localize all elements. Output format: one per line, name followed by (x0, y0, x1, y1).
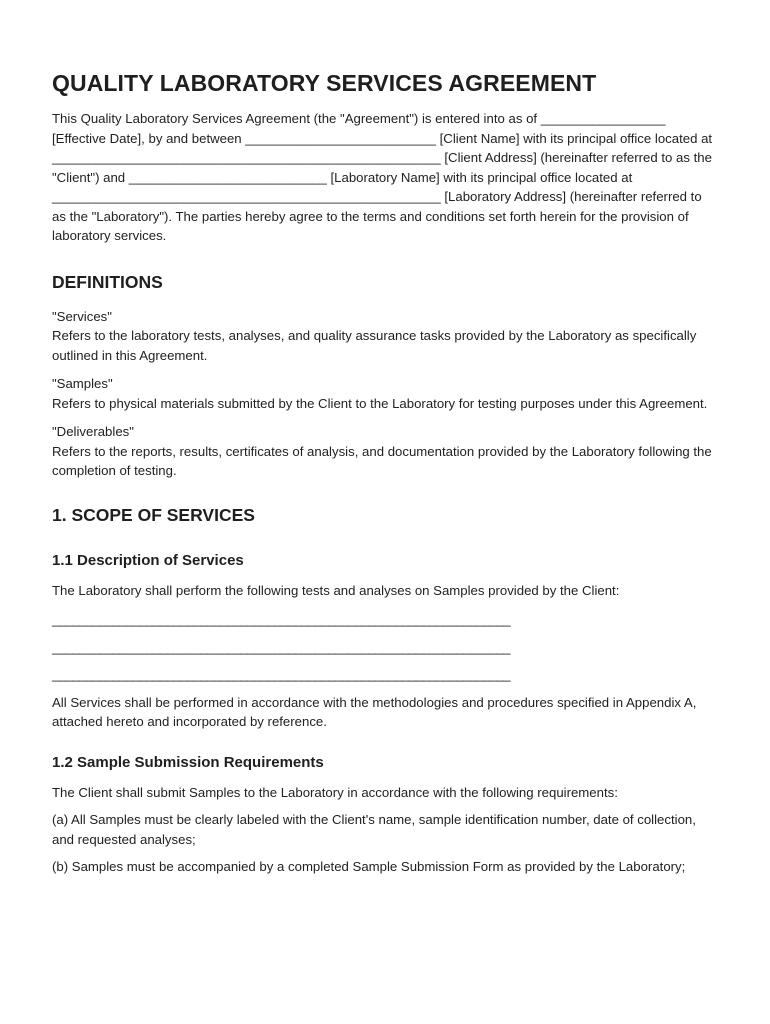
definitions-heading: DEFINITIONS (52, 271, 163, 292)
definition-term: "Samples" (52, 376, 113, 391)
definition-text: Refers to the laboratory tests, analyses, and quality assurance tasks provided by the Laboratory as specifically outlined in this Agreement. (52, 328, 697, 363)
document-title: QUALITY LABORATORY SERVICES AGREEMENT (52, 70, 597, 96)
section-1-2-heading: 1.2 Sample Submission Requirements (52, 753, 324, 771)
definition-term: "Services" (52, 308, 112, 324)
requirement-b: (b) Samples must be accompanied by a completed Sample Submission Form as provided by the Laboratory; (52, 859, 686, 874)
intro-paragraph: This Quality Laboratory Services Agreement (the "Agreement") is entered into as of _________________ [Effective Date], by and between __________________________ [Client Name] with its principal office located at _____________________________________________________ [Client Address] (hereinafter referred to as the "Client") and ___________________________ [Laboratory Name] with its principal office located at _____________________________________________________ [Laboratory Address] (hereinafter referred to as the "Laboratory"). The parties hereby agree to the terms and conditions set forth herein for the provision of laboratory services. (52, 111, 713, 243)
section-1-1-heading: 1.1 Description of Services (52, 551, 244, 569)
requirement-a: (a) All Samples must be clearly labeled with the Client's name, sample identification number, date of collection, and requested analyses; (52, 812, 696, 847)
section-1-1-after: All Services shall be performed in accordance with the methodologies and procedures specified in Appendix A, attached hereto and incorporated by reference. (52, 694, 697, 729)
blank-line: ____________________________________________________________________ (52, 667, 510, 682)
definition-text: Refers to the reports, results, certificates of analysis, and documentation provided by the Laboratory following the completion of testing. (52, 443, 712, 478)
definition-samples (52, 374, 718, 413)
definition-term: "Deliverables" (52, 424, 134, 439)
blank-line: ____________________________________________________________________ (52, 639, 510, 655)
section-1-1-text: The Laboratory shall perform the following tests and analyses on Samples provided by the Client: (52, 582, 620, 598)
section-1-2-text: The Client shall submit Samples to the Laboratory in accordance with the following requirements: (52, 784, 618, 800)
scope-heading: 1. SCOPE OF SERVICES (52, 504, 255, 525)
definition-services (52, 307, 718, 366)
definition-deliverables (52, 422, 718, 481)
blank-line: ____________________________________________________________________ (52, 612, 510, 627)
definition-text: Refers to physical materials submitted by the Client to the Laboratory for testing purposes under this Agreement. (52, 395, 708, 411)
